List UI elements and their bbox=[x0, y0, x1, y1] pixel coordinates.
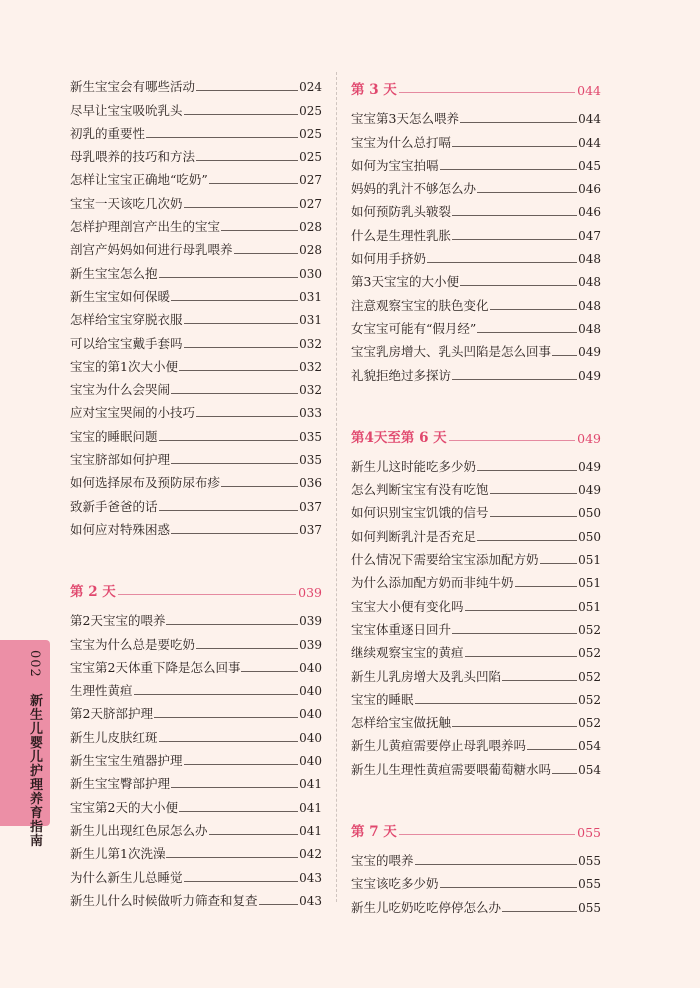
section-page: 039 bbox=[298, 584, 322, 600]
leader-line bbox=[452, 726, 577, 727]
leader-line bbox=[477, 332, 577, 333]
leader-line bbox=[209, 834, 299, 835]
leader-line bbox=[184, 114, 299, 115]
leader-line bbox=[477, 192, 577, 193]
toc-entry-page: 039 bbox=[299, 614, 322, 629]
toc-entry-title: 新生宝宝生殖器护理 bbox=[70, 753, 183, 769]
toc-entry-title: 如何选择尿布及预防尿布疹 bbox=[70, 475, 221, 491]
toc-entry-title: 继续观察宝宝的黄疸 bbox=[351, 645, 464, 661]
toc-entry-title: 剖宫产妈妈如何进行母乳喂养 bbox=[70, 242, 233, 258]
toc-entry[interactable] bbox=[351, 127, 601, 150]
toc-entry[interactable] bbox=[70, 95, 322, 118]
toc-entry-title: 宝宝的睡眠问题 bbox=[70, 428, 158, 444]
leader-line bbox=[465, 656, 578, 657]
section-page: 055 bbox=[577, 824, 601, 840]
toc-entry-title: 如何识别宝宝饥饿的信号 bbox=[351, 505, 489, 521]
toc-entry-page: 055 bbox=[578, 854, 601, 869]
toc-entry[interactable] bbox=[70, 862, 322, 885]
leader-line bbox=[490, 493, 578, 494]
leader-line bbox=[234, 253, 299, 254]
toc-entry-title: 宝宝第3天怎么喂养 bbox=[351, 111, 459, 127]
toc-entry[interactable] bbox=[351, 337, 601, 360]
toc-entry[interactable] bbox=[70, 212, 322, 235]
toc-entry-title: 宝宝的喂养 bbox=[351, 853, 414, 869]
leader-line bbox=[449, 440, 575, 441]
leader-line bbox=[179, 811, 298, 812]
toc-entry-title: 宝宝体重逐日回升 bbox=[351, 621, 452, 637]
toc-entry-page: 031 bbox=[299, 289, 322, 304]
toc-entry-title: 第2天脐部护理 bbox=[70, 706, 153, 722]
toc-entry-title: 如何判断乳汁是否充足 bbox=[351, 528, 477, 544]
section-heading-day3[interactable] bbox=[351, 68, 601, 98]
toc-entry[interactable] bbox=[351, 846, 601, 869]
toc-entry-title: 宝宝的第1次大小便 bbox=[70, 358, 178, 374]
leader-line bbox=[540, 563, 578, 564]
toc-entry[interactable] bbox=[70, 515, 322, 538]
toc-entry-title: 如何应对特殊困惑 bbox=[70, 521, 171, 537]
toc-right-column bbox=[351, 72, 601, 916]
toc-entry-title: 新生儿黄疸需要停止母乳喂养吗 bbox=[351, 738, 527, 754]
toc-entry-title: 新生宝宝会有哪些活动 bbox=[70, 79, 196, 95]
leader-line bbox=[171, 463, 298, 464]
toc-entry[interactable] bbox=[70, 699, 322, 722]
toc-entry[interactable] bbox=[351, 475, 601, 498]
leader-line bbox=[209, 183, 298, 184]
toc-entry-page: 048 bbox=[578, 252, 601, 267]
toc-entry[interactable] bbox=[351, 615, 601, 638]
toc-entry-page: 052 bbox=[578, 692, 601, 707]
leader-line bbox=[259, 904, 299, 905]
toc-entry-page: 028 bbox=[299, 220, 322, 235]
leader-line bbox=[452, 633, 577, 634]
toc-entry-title: 什么是生理性乳胀 bbox=[351, 227, 452, 243]
toc-entry-title: 什么情况下需要给宝宝添加配方奶 bbox=[351, 552, 539, 568]
toc-entry-title: 生理性黄疸 bbox=[70, 683, 133, 699]
toc-entry[interactable] bbox=[70, 746, 322, 769]
toc-entry-title: 宝宝该吃多少奶 bbox=[351, 876, 439, 892]
leader-line bbox=[399, 834, 575, 835]
toc-entry-title: 新生儿吃奶吃吃停停怎么办 bbox=[351, 899, 502, 915]
toc-entry[interactable] bbox=[351, 869, 601, 892]
toc-entry-title: 如何预防乳头皲裂 bbox=[351, 204, 452, 220]
toc-entry[interactable] bbox=[351, 708, 601, 731]
toc-entry[interactable] bbox=[351, 360, 601, 383]
toc-entry-page: 040 bbox=[299, 684, 322, 699]
leader-line bbox=[171, 787, 298, 788]
toc-entry[interactable] bbox=[70, 375, 322, 398]
toc-entry-title: 新生儿乳房增大及乳头凹陷 bbox=[351, 668, 502, 684]
leader-line bbox=[399, 92, 575, 93]
toc-entry-title: 尽早让宝宝吸吮乳头 bbox=[70, 102, 183, 118]
side-tab-text bbox=[25, 650, 44, 847]
toc-entry-page: 048 bbox=[578, 298, 601, 313]
leader-line bbox=[221, 486, 298, 487]
leader-line bbox=[552, 355, 577, 356]
leader-line bbox=[154, 717, 298, 718]
toc-entry[interactable] bbox=[70, 839, 322, 862]
leader-line bbox=[502, 911, 577, 912]
toc-entry[interactable] bbox=[70, 119, 322, 142]
toc-left-column bbox=[70, 72, 322, 909]
leader-line bbox=[490, 516, 578, 517]
toc-entry-page: 035 bbox=[299, 429, 322, 444]
toc-entry-page: 040 bbox=[299, 660, 322, 675]
toc-entry[interactable] bbox=[70, 816, 322, 839]
toc-entry-title: 宝宝为什么总打嗝 bbox=[351, 134, 452, 150]
toc-entry-page: 032 bbox=[299, 359, 322, 374]
toc-entry-title: 妈妈的乳汁不够怎么办 bbox=[351, 181, 477, 197]
toc-entry-page: 039 bbox=[299, 637, 322, 652]
toc-entry-page: 035 bbox=[299, 453, 322, 468]
toc-entry[interactable] bbox=[351, 220, 601, 243]
toc-entry[interactable] bbox=[351, 452, 601, 475]
leader-line bbox=[171, 300, 298, 301]
toc-entry[interactable] bbox=[70, 445, 322, 468]
toc-entry-page: 025 bbox=[299, 126, 322, 141]
leader-line bbox=[460, 122, 577, 123]
toc-entry-title: 新生儿出现红色尿怎么办 bbox=[70, 822, 208, 838]
toc-entry-title: 宝宝的睡眠 bbox=[351, 691, 414, 707]
toc-entry[interactable] bbox=[70, 468, 322, 491]
toc-entry-title: 宝宝第2天的大小便 bbox=[70, 799, 178, 815]
toc-entry-page: 051 bbox=[578, 599, 601, 614]
toc-entry-page: 055 bbox=[578, 877, 601, 892]
toc-entry[interactable] bbox=[70, 258, 322, 281]
toc-entry[interactable] bbox=[351, 244, 601, 267]
toc-entry-title: 新生儿这时能吃多少奶 bbox=[351, 458, 477, 474]
toc-entry[interactable] bbox=[70, 722, 322, 745]
toc-entry-page: 054 bbox=[578, 762, 601, 777]
toc-entry-title: 初乳的重要性 bbox=[70, 125, 146, 141]
leader-line bbox=[166, 624, 298, 625]
toc-day4to6-list bbox=[351, 452, 601, 778]
toc-entry[interactable] bbox=[70, 188, 322, 211]
toc-entry[interactable] bbox=[70, 653, 322, 676]
toc-entry-page: 045 bbox=[578, 158, 601, 173]
leader-line bbox=[452, 215, 577, 216]
toc-entry-page: 046 bbox=[578, 182, 601, 197]
toc-entry-page: 037 bbox=[299, 522, 322, 537]
toc-entry[interactable] bbox=[351, 290, 601, 313]
toc-entry-page: 048 bbox=[578, 275, 601, 290]
toc-entry-title: 宝宝为什么总是要吃奶 bbox=[70, 636, 196, 652]
toc-entry-page: 047 bbox=[578, 228, 601, 243]
toc-entry-page: 031 bbox=[299, 313, 322, 328]
toc-entry[interactable] bbox=[351, 545, 601, 568]
toc-intro-list bbox=[70, 72, 322, 538]
toc-entry-page: 049 bbox=[578, 345, 601, 360]
toc-entry-page: 043 bbox=[299, 893, 322, 908]
toc-entry[interactable] bbox=[351, 685, 601, 708]
toc-entry[interactable] bbox=[351, 314, 601, 337]
toc-entry-title: 怎样给宝宝做抚触 bbox=[351, 715, 452, 731]
toc-entry[interactable] bbox=[351, 661, 601, 684]
toc-entry-page: 052 bbox=[578, 646, 601, 661]
leader-line bbox=[477, 470, 577, 471]
toc-entry-title: 怎样给宝宝穿脱衣服 bbox=[70, 312, 183, 328]
page-number: 002 bbox=[27, 650, 42, 678]
toc-entry-page: 051 bbox=[578, 576, 601, 591]
toc-entry-page: 037 bbox=[299, 499, 322, 514]
toc-entry-title: 宝宝为什么会哭闹 bbox=[70, 382, 171, 398]
toc-entry-title: 怎么判断宝宝有没有吃饱 bbox=[351, 482, 489, 498]
toc-entry[interactable] bbox=[70, 72, 322, 95]
leader-line bbox=[184, 207, 299, 208]
toc-entry-title: 女宝宝可能有“假月经” bbox=[351, 320, 477, 336]
leader-line bbox=[166, 857, 298, 858]
toc-entry[interactable] bbox=[70, 328, 322, 351]
toc-entry-title: 新生宝宝怎么抱 bbox=[70, 265, 158, 281]
section-title: 第4天至第 6 天 bbox=[351, 429, 447, 446]
leader-line bbox=[184, 764, 299, 765]
toc-entry-page: 052 bbox=[578, 622, 601, 637]
toc-entry[interactable] bbox=[351, 104, 601, 127]
leader-line bbox=[134, 694, 299, 695]
toc-entry-title: 宝宝乳房增大、乳头凹陷是怎么回事 bbox=[351, 344, 552, 360]
section-heading-day2[interactable] bbox=[70, 570, 322, 600]
toc-entry[interactable] bbox=[70, 235, 322, 258]
toc-entry[interactable] bbox=[70, 769, 322, 792]
toc-entry[interactable] bbox=[70, 305, 322, 328]
toc-entry-title: 怎样护理剖宫产出生的宝宝 bbox=[70, 219, 221, 235]
leader-line bbox=[452, 379, 577, 380]
toc-entry-page: 046 bbox=[578, 205, 601, 220]
leader-line bbox=[146, 137, 298, 138]
toc-entry-page: 040 bbox=[299, 730, 322, 745]
leader-line bbox=[477, 540, 577, 541]
toc-entry-page: 025 bbox=[299, 103, 322, 118]
toc-entry[interactable] bbox=[70, 142, 322, 165]
section-page: 049 bbox=[577, 430, 601, 446]
toc-day7-list bbox=[351, 846, 601, 916]
toc-entry-title: 为什么新生儿总睡觉 bbox=[70, 869, 183, 885]
leader-line bbox=[415, 864, 578, 865]
toc-entry-page: 040 bbox=[299, 707, 322, 722]
toc-entry-title: 为什么添加配方奶而非纯牛奶 bbox=[351, 575, 514, 591]
leader-line bbox=[159, 440, 299, 441]
toc-entry-title: 新生儿皮肤红斑 bbox=[70, 729, 158, 745]
leader-line bbox=[452, 239, 577, 240]
leader-line bbox=[515, 586, 578, 587]
toc-entry[interactable] bbox=[351, 197, 601, 220]
leader-line bbox=[552, 773, 577, 774]
toc-entry[interactable] bbox=[351, 151, 601, 174]
toc-entry-title: 可以给宝宝戴手套吗 bbox=[70, 335, 183, 351]
column-divider bbox=[336, 72, 337, 902]
toc-entry-page: 042 bbox=[299, 847, 322, 862]
toc-entry-title: 致新手爸爸的话 bbox=[70, 498, 158, 514]
toc-entry-page: 040 bbox=[299, 754, 322, 769]
toc-entry[interactable] bbox=[70, 792, 322, 815]
toc-entry-page: 055 bbox=[578, 900, 601, 915]
toc-entry[interactable] bbox=[351, 731, 601, 754]
toc-entry-page: 050 bbox=[578, 529, 601, 544]
toc-entry-page: 027 bbox=[299, 173, 322, 188]
leader-line bbox=[159, 277, 299, 278]
toc-entry[interactable] bbox=[70, 421, 322, 444]
toc-entry-page: 027 bbox=[299, 196, 322, 211]
toc-entry[interactable] bbox=[351, 174, 601, 197]
toc-entry-page: 049 bbox=[578, 459, 601, 474]
section-title: 第 3 天 bbox=[351, 82, 397, 98]
toc-entry[interactable] bbox=[351, 754, 601, 777]
toc-entry-page: 041 bbox=[299, 823, 322, 838]
toc-entry-page: 033 bbox=[299, 406, 322, 421]
toc-entry-page: 044 bbox=[578, 112, 601, 127]
toc-entry-title: 礼貌拒绝过多探访 bbox=[351, 367, 452, 383]
leader-line bbox=[184, 347, 299, 348]
toc-entry-title: 宝宝一天该吃几次奶 bbox=[70, 195, 183, 211]
toc-entry-page: 051 bbox=[578, 553, 601, 568]
section-heading-day4to6[interactable] bbox=[351, 416, 601, 446]
toc-entry-title: 注意观察宝宝的肤色变化 bbox=[351, 297, 489, 313]
toc-entry-page: 050 bbox=[578, 506, 601, 521]
toc-entry-title: 应对宝宝哭闹的小技巧 bbox=[70, 405, 196, 421]
leader-line bbox=[440, 169, 578, 170]
leader-line bbox=[427, 262, 577, 263]
toc-entry[interactable] bbox=[70, 352, 322, 375]
section-title: 第 2 天 bbox=[70, 583, 116, 600]
toc-entry[interactable] bbox=[351, 591, 601, 614]
leader-line bbox=[221, 230, 298, 231]
leader-line bbox=[465, 610, 578, 611]
leader-line bbox=[159, 510, 299, 511]
toc-entry-title: 新生儿什么时候做听力筛查和复查 bbox=[70, 892, 258, 908]
toc-entry[interactable] bbox=[70, 886, 322, 909]
toc-entry-title: 新生宝宝如何保暖 bbox=[70, 288, 171, 304]
toc-entry-page: 052 bbox=[578, 716, 601, 731]
toc-entry-page: 041 bbox=[299, 777, 322, 792]
toc-entry[interactable] bbox=[70, 491, 322, 514]
toc-entry-title: 第2天宝宝的喂养 bbox=[70, 613, 166, 629]
leader-line bbox=[196, 90, 298, 91]
section-title: 第 7 天 bbox=[351, 823, 397, 840]
toc-entry-title: 母乳喂养的技巧和方法 bbox=[70, 149, 196, 165]
toc-entry-page: 041 bbox=[299, 800, 322, 815]
toc-entry-page: 052 bbox=[578, 669, 601, 684]
toc-entry-title: 第3天宝宝的大小便 bbox=[351, 274, 459, 290]
toc-entry-title: 宝宝第2天体重下降是怎么回事 bbox=[70, 659, 241, 675]
leader-line bbox=[159, 741, 299, 742]
toc-entry[interactable] bbox=[70, 606, 322, 629]
leader-line bbox=[171, 393, 298, 394]
toc-entry[interactable] bbox=[351, 498, 601, 521]
leader-line bbox=[415, 703, 578, 704]
leader-line bbox=[184, 323, 299, 324]
leader-line bbox=[196, 160, 298, 161]
toc-entry-page: 054 bbox=[578, 739, 601, 754]
toc-entry-title: 宝宝大小便有变化吗 bbox=[351, 598, 464, 614]
toc-entry-title: 新生儿第1次洗澡 bbox=[70, 846, 166, 862]
leader-line bbox=[527, 749, 577, 750]
leader-line bbox=[196, 416, 298, 417]
toc-entry-title: 宝宝脐部如何护理 bbox=[70, 452, 171, 468]
toc-entry-page: 025 bbox=[299, 150, 322, 165]
leader-line bbox=[171, 533, 298, 534]
toc-entry-page: 049 bbox=[578, 483, 601, 498]
toc-entry[interactable] bbox=[70, 282, 322, 305]
toc-entry-title: 新生儿生理性黄疸需要喂葡萄糖水吗 bbox=[351, 761, 552, 777]
toc-entry-page: 032 bbox=[299, 383, 322, 398]
leader-line bbox=[502, 680, 577, 681]
toc-entry-title: 怎样让宝宝正确地“吃奶” bbox=[70, 172, 208, 188]
leader-line bbox=[184, 881, 299, 882]
toc-entry[interactable] bbox=[351, 638, 601, 661]
toc-day3-list bbox=[351, 104, 601, 384]
toc-entry[interactable] bbox=[70, 165, 322, 188]
toc-entry-title: 如何为宝宝拍嗝 bbox=[351, 157, 439, 173]
leader-line bbox=[118, 594, 296, 595]
toc-entry-page: 028 bbox=[299, 243, 322, 258]
toc-entry-title: 新生宝宝臀部护理 bbox=[70, 776, 171, 792]
leader-line bbox=[196, 648, 298, 649]
leader-line bbox=[440, 887, 578, 888]
toc-entry[interactable] bbox=[351, 568, 601, 591]
toc-entry-page: 030 bbox=[299, 266, 322, 281]
leader-line bbox=[179, 370, 298, 371]
section-page: 044 bbox=[577, 83, 601, 98]
toc-entry[interactable] bbox=[70, 398, 322, 421]
leader-line bbox=[490, 309, 578, 310]
toc-entry[interactable] bbox=[351, 892, 601, 915]
section-heading-day7[interactable] bbox=[351, 810, 601, 840]
toc-entry[interactable] bbox=[351, 521, 601, 544]
toc-entry-title: 如何用手挤奶 bbox=[351, 251, 427, 267]
leader-line bbox=[460, 285, 577, 286]
book-title: 新生儿婴儿护理养育指南 bbox=[27, 693, 42, 848]
toc-day2-list bbox=[70, 606, 322, 909]
toc-entry-page: 036 bbox=[299, 476, 322, 491]
leader-line bbox=[241, 671, 298, 672]
toc-entry-page: 032 bbox=[299, 336, 322, 351]
toc-entry-page: 024 bbox=[299, 80, 322, 95]
toc-entry-page: 048 bbox=[578, 321, 601, 336]
toc-entry-page: 049 bbox=[578, 368, 601, 383]
toc-entry[interactable] bbox=[70, 676, 322, 699]
toc-entry[interactable] bbox=[351, 267, 601, 290]
toc-entry-page: 043 bbox=[299, 870, 322, 885]
toc-entry[interactable] bbox=[70, 629, 322, 652]
toc-entry-page: 044 bbox=[578, 135, 601, 150]
leader-line bbox=[452, 146, 577, 147]
